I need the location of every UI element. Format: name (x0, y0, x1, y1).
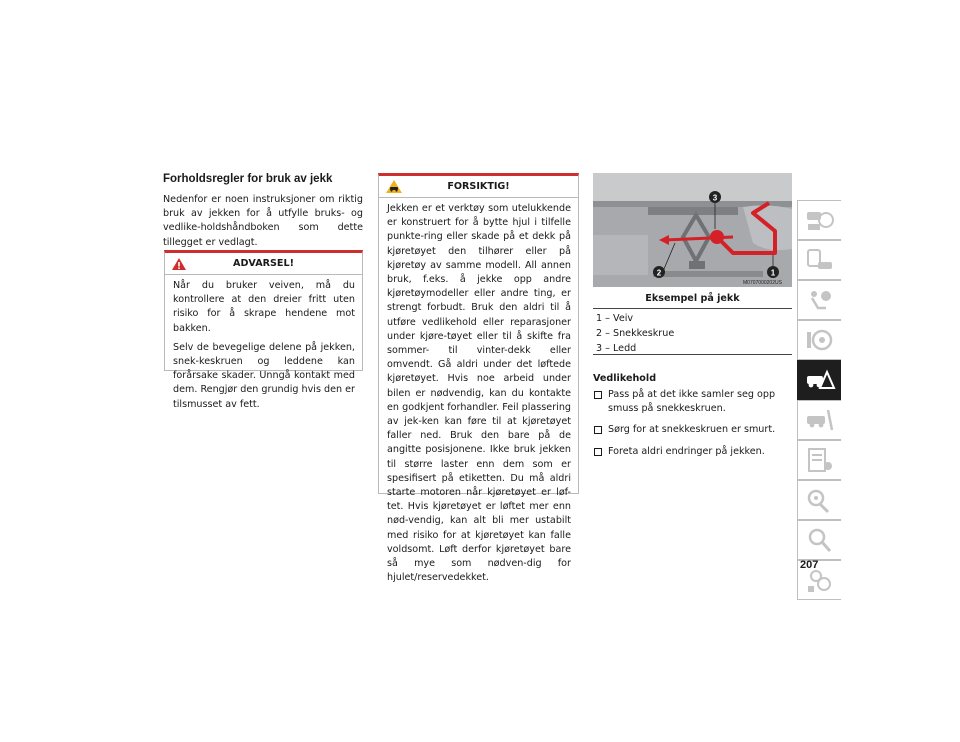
warning-title: ADVARSEL! (233, 258, 294, 269)
multimedia-icon (804, 486, 836, 516)
intro-paragraph: Nedenfor er noen instruksjoner om riktig bruk av jekken for å utfylle bruks- og vedlike-holdshåndboken som dette tillegget er vedlagt. (163, 194, 363, 248)
legend-bottom-rule (593, 354, 792, 355)
checkbox-bullet-icon (594, 426, 602, 434)
svg-text:1: 1 (770, 268, 776, 278)
tab-service[interactable] (797, 400, 841, 440)
page-number: 207 (800, 559, 819, 571)
warning-paragraph: Selv de bevegelige delene på jekken, snek-keskruen og leddene kan forårsake skader. Unngå kontakt med dem. Rengjør den grundig hvis den er tilsmusset av fett. (173, 341, 355, 410)
legend-item: 3 – Ledd (596, 343, 637, 354)
tab-safety[interactable] (797, 240, 841, 280)
caution-body (379, 198, 578, 594)
caution-text: Jekken er et verktøy som utelukkende er konstruert for å bytte hjul i tilfelle punkte-ring eller skade på et dekk på kjøretøyet den tilhører eller på kjøretøy av samme modell. All annen bruk, f.eks. å jekke opp andre kjøretøymodeller eller andre ting, er strengt forbudt. Bruk den aldri til å utføre vedlikehold eller reparasjoner under kjøre-tøyet eller til å skifte fra sommer- til vinter-dekk eller omvendt. Gå aldri under det løftede kjøretøyet. Hvis noe arbeid under bilen er nødvendig, kan du kontakte en godkjent forhandler. Feil plassering av jek-ken kan føre til at kjøretøyet faller ned. Bruk den bare på de angitte posisjonene. Ikke bruk jekken til større laster enn dem som er spesifisert på etiketten. Du må aldri starte motoren når kjøretøyet er løf-tet. Hvis kjøretøyet er løftet mer enn nød-vendig, kan alt bli mer ustabilt med risiko for at kjøretøyet kan falle voldsomt. Løft derfor kjøretøyet bare så mye som nødven-dig for hjulet/reservedekket. (387, 203, 571, 584)
legend-item: 2 – Snekkeskrue (596, 328, 675, 339)
tab-emergency[interactable] (797, 360, 841, 400)
warning-box (164, 250, 363, 410)
svg-text:2: 2 (656, 268, 662, 278)
car-emergency-icon (804, 366, 836, 396)
jack-figure (593, 173, 792, 287)
jack-illustration (593, 173, 792, 287)
list-item: Foreta aldri endringer på jekken. (593, 445, 792, 459)
maintenance-section (593, 373, 792, 466)
car-safety-icon (804, 246, 836, 276)
caution-box (378, 173, 579, 584)
search-index-icon (804, 526, 836, 556)
section-heading: Forholdsregler for bruk av jekk (163, 173, 333, 185)
tab-dashboard[interactable] (797, 200, 841, 240)
caution-title: FORSIKTIG! (447, 181, 510, 192)
airbag-icon (804, 286, 836, 316)
figure-legend (596, 311, 792, 356)
list-item: Pass på at det ikke samler seg opp smuss på snekkeskruen. (593, 388, 792, 416)
tab-multimedia[interactable] (797, 480, 841, 520)
column-1 (163, 173, 363, 250)
warning-header (165, 253, 362, 275)
specifications-icon (804, 446, 836, 476)
list-item: Sørg for at snekkeskruen er smurt. (593, 423, 792, 437)
legend-top-rule (593, 308, 792, 309)
checkbox-bullet-icon (594, 448, 602, 456)
callout-1 (767, 255, 779, 278)
figure-caption: Eksempel på jekk (645, 293, 740, 304)
tab-index[interactable] (797, 520, 841, 560)
warning-body (165, 275, 362, 421)
svg-text:3: 3 (712, 193, 718, 203)
tab-airbag[interactable] (797, 280, 841, 320)
checkbox-bullet-icon (594, 391, 602, 399)
car-service-icon (804, 406, 836, 436)
car-dashboard-icon (804, 206, 836, 236)
maintenance-heading: Vedlikehold (593, 373, 657, 384)
tab-specifications[interactable] (797, 440, 841, 480)
tab-driving[interactable] (797, 320, 841, 360)
warning-paragraph: Når du bruker veiven, må du kontrollere at den dreier fritt uten risiko for å skrape hendene mot bakken. (173, 280, 355, 334)
steering-wheel-icon (804, 326, 836, 356)
caution-header (379, 176, 578, 198)
legend-item: 1 – Veiv (596, 313, 634, 324)
figure-code: M0707000202US (743, 280, 782, 286)
